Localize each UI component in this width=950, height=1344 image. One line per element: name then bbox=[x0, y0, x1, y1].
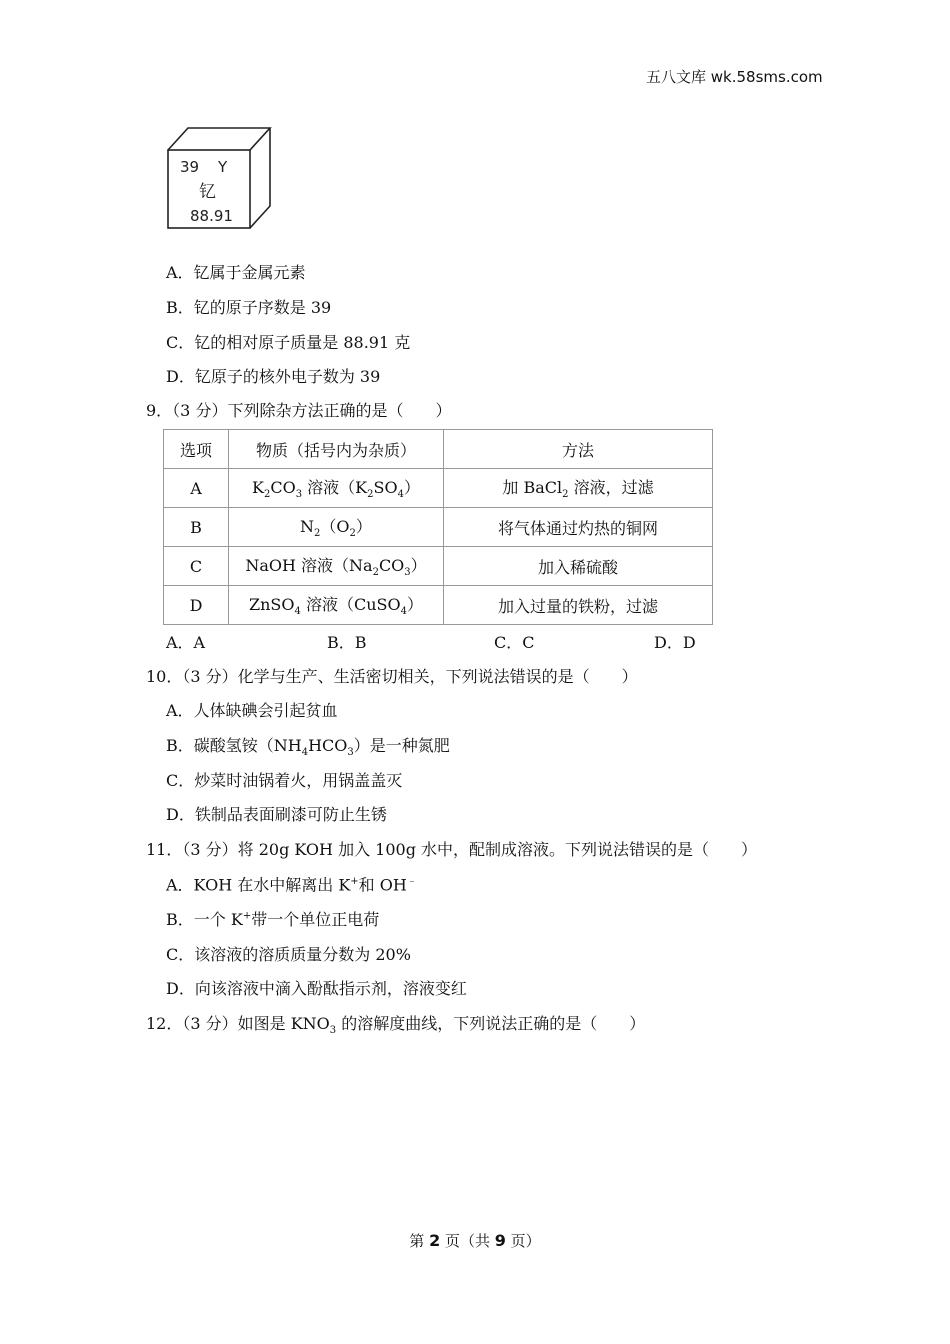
q10-option-b: B．碳酸氢铵$(NH_4HCO_3)$是一种氮肥 bbox=[166, 736, 450, 759]
element-symbol: Y bbox=[218, 158, 228, 176]
q9-table bbox=[163, 429, 713, 625]
element-atomic-number: 39 bbox=[180, 158, 200, 176]
table-row bbox=[164, 469, 713, 508]
table-cell-option: B bbox=[164, 508, 229, 547]
q9-stem: 9．（3 分）下列除杂方法正确的是（ ） bbox=[146, 401, 452, 420]
q10-option-d: D．铁制品表面刷漆可防止生锈 bbox=[166, 805, 387, 824]
table-cell-method: 加 BaCl$_2$ 溶液，过滤 bbox=[444, 469, 713, 508]
q11-stem: 11．（3 分）将 20g KOH 加入 100g 水中，配制成溶液。下列说法错误的是（ ） bbox=[146, 840, 758, 859]
table-cell-substance: ZnSO$_4$ 溶液（CuSO$_4$） bbox=[229, 586, 444, 625]
table-cell-option: D bbox=[164, 586, 229, 625]
page-footer bbox=[0, 1230, 950, 1251]
q10-stem: 10．（3 分）化学与生产、生活密切相关，下列说法错误的是（ ） bbox=[146, 667, 638, 686]
footer-page-number: 2 bbox=[429, 1231, 441, 1250]
table-header: 物质（括号内为杂质） bbox=[229, 430, 444, 469]
q12-stem: 12．（3 分）如图是 $KNO_3$ 的溶解度曲线，下列说法正确的是（ ） bbox=[146, 1014, 646, 1037]
q9-choice-d: D．D bbox=[654, 633, 696, 652]
table-cell-option: C bbox=[164, 547, 229, 586]
q11-option-c: C．该溶液的溶质质量分数为 20% bbox=[166, 945, 411, 964]
element-card bbox=[166, 126, 276, 230]
table-row bbox=[164, 586, 713, 625]
table-cell-substance: NaOH 溶液$(Na_2CO_3)$ bbox=[229, 547, 444, 586]
footer-total-pages: 9 bbox=[494, 1231, 506, 1250]
watermark: 五八文库 wk.58sms.com bbox=[646, 68, 823, 86]
q8-option-a: A．钇属于金属元素 bbox=[166, 263, 306, 282]
q11-option-b: B．一个 K+带一个单位正电荷 bbox=[166, 910, 380, 929]
table-cell-method: 将气体通过灼热的铜网 bbox=[444, 508, 713, 547]
table-cell-option: A bbox=[164, 469, 229, 508]
q10-option-c: C．炒菜时油锅着火，用锅盖盖灭 bbox=[166, 771, 403, 790]
q11-option-a: A．KOH 在水中解离出 K+和 OH﹣ bbox=[166, 875, 417, 895]
table-row bbox=[164, 508, 713, 547]
element-name: 钇 bbox=[199, 182, 216, 202]
q8-option-d: D．钇原子的核外电子数为 39 bbox=[166, 367, 381, 386]
q9-choice-a: A．A bbox=[166, 633, 206, 652]
table-cell-substance: $K_2CO_3$ 溶液$(K_2SO_4)$ bbox=[229, 469, 444, 508]
footer-suffix: 页） bbox=[505, 1232, 541, 1250]
q9-choice-b: B．B bbox=[327, 633, 367, 652]
table-header: 选项 bbox=[164, 430, 229, 469]
table-header: 方法 bbox=[444, 430, 713, 469]
q10-option-a: A．人体缺碘会引起贫血 bbox=[166, 701, 338, 720]
table-cell-method: 加入稀硫酸 bbox=[444, 547, 713, 586]
footer-prefix: 第 bbox=[409, 1232, 430, 1250]
table-row bbox=[164, 547, 713, 586]
q8-option-c: C．钇的相对原子质量是 88.91 克 bbox=[166, 333, 411, 352]
q11-option-d: D．向该溶液中滴入酚酞指示剂，溶液变红 bbox=[166, 979, 467, 998]
element-mass: 88.91 bbox=[190, 207, 233, 225]
table-cell-method: 加入过量的铁粉，过滤 bbox=[444, 586, 713, 625]
footer-middle: 页（共 bbox=[440, 1232, 495, 1250]
table-header-row bbox=[164, 430, 713, 469]
q8-option-b: B．钇的原子序数是 39 bbox=[166, 298, 332, 317]
q9-choice-c: C．C bbox=[494, 633, 535, 652]
table-cell-substance: $N_2(O_2)$ bbox=[229, 508, 444, 547]
